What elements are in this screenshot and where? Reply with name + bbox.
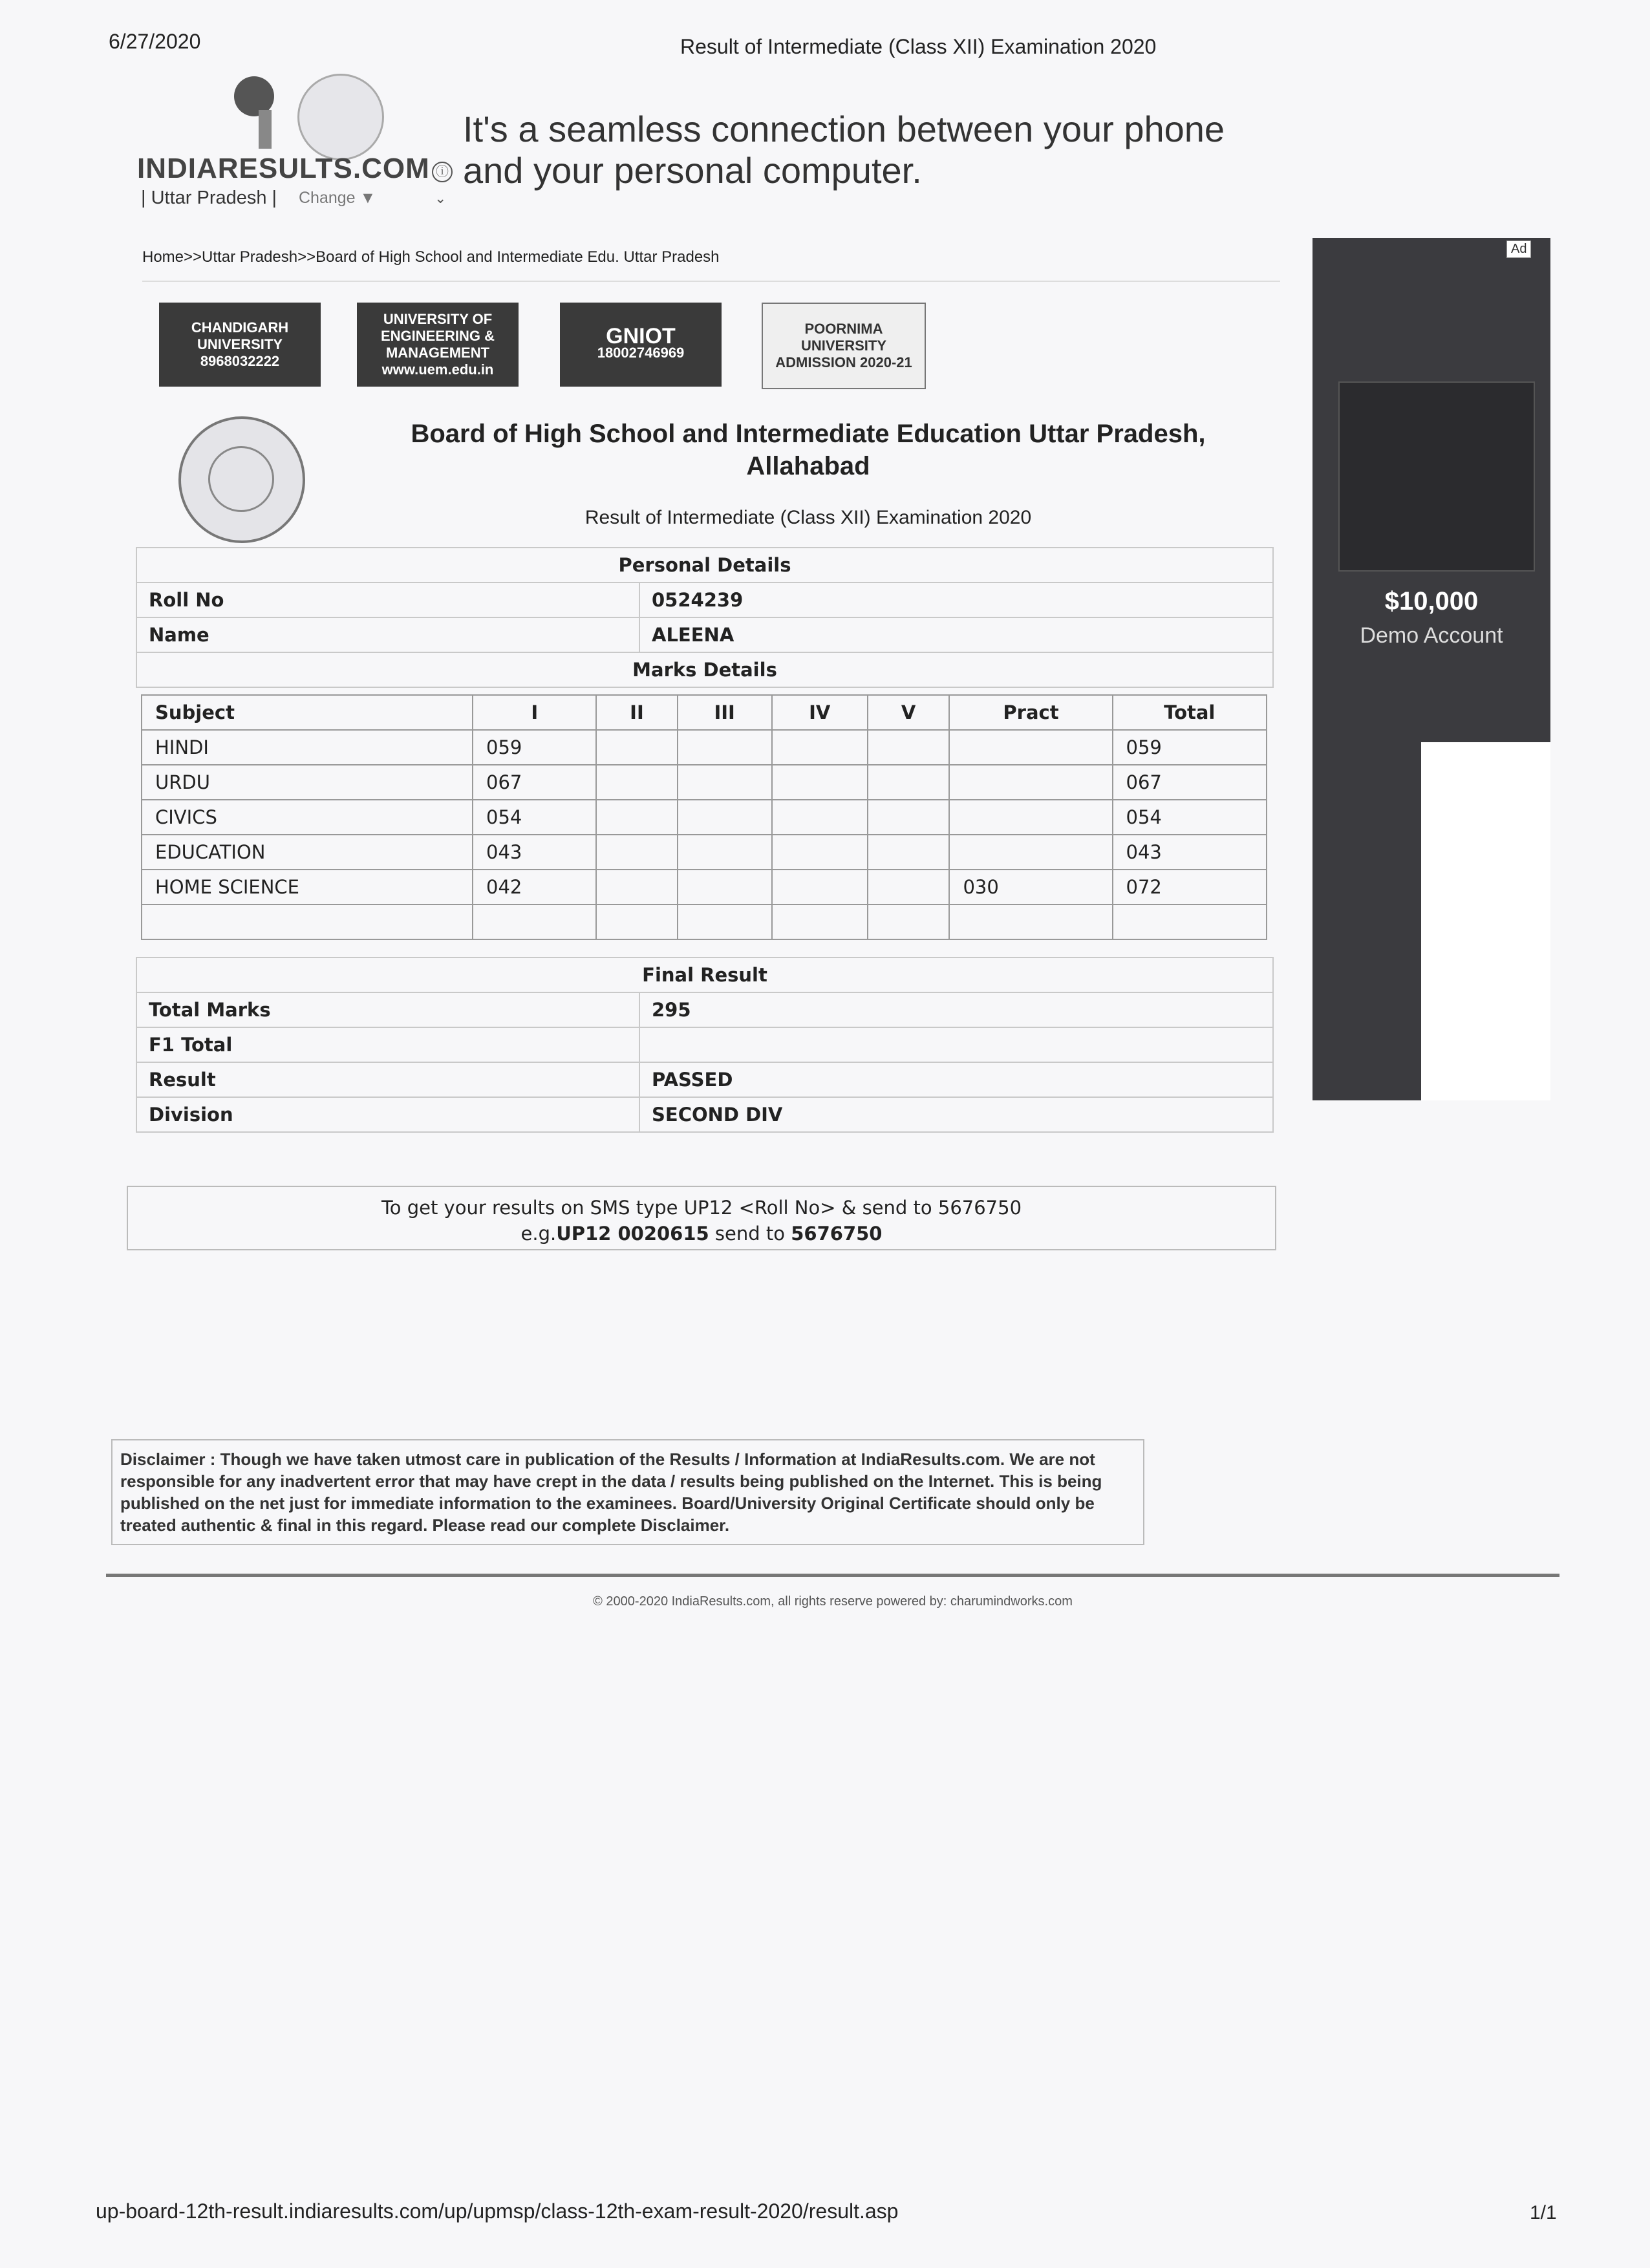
pract-cell [949,765,1112,800]
subject-cell: URDU [142,765,473,800]
table-row [142,730,1267,765]
side-ad-label[interactable]: Demo Account [1360,623,1503,648]
sponsor-sub: 8968032222 [200,353,280,369]
empty-cell [949,904,1112,939]
total-cell: 054 [1113,800,1267,835]
print-url: up-board-12th-result.indiaresults.com/up/upmsp/class-12th-exam-result-2020/result.asp [96,2199,899,2223]
marks-cell [596,870,677,904]
sponsor-chandigarh-university[interactable] [159,303,321,387]
print-date: 6/27/2020 [109,30,201,53]
sponsor-sub: 18002746969 [597,345,685,361]
column-header: Total [1113,695,1267,730]
marks-cell [868,730,950,765]
divider [142,281,1280,282]
total-marks-label: Total Marks [136,992,639,1027]
marks-cell [678,835,772,870]
empty-cell [772,904,868,939]
banner-ad-text[interactable]: It's a seamless connection between your phone and your personal computer. [463,109,1225,191]
column-header: V [868,695,950,730]
board-title: Board of High School and Intermediate Education Uttar Pradesh, Allahabad [411,420,1206,480]
column-header: III [678,695,772,730]
exam-title: Result of Intermediate (Class XII) Examination 2020 [584,507,1032,528]
copyright: © 2000-2020 IndiaResults.com, all rights reserve powered by: charumindworks.com [593,1594,1073,1609]
subject-cell: HOME SCIENCE [142,870,473,904]
roll-no-value: 0524239 [639,583,1273,617]
personal-details-table [136,547,1274,688]
sms-example-prefix: e.g. [520,1223,557,1245]
page-number: 1/1 [1530,2202,1557,2223]
up-map-icon [297,74,384,160]
marks-cell [596,835,677,870]
result-value: PASSED [639,1062,1273,1097]
subject-cell: HINDI [142,730,473,765]
name-label: Name [136,617,639,652]
sponsor-name: UNIVERSITY OF ENGINEERING & MANAGEMENT [380,311,495,361]
column-header: II [596,695,677,730]
total-cell: 067 [1113,765,1267,800]
sponsor-poornima[interactable] [762,303,926,389]
pract-cell: 030 [949,870,1112,904]
total-cell: 072 [1113,870,1267,904]
marks-cell [772,870,868,904]
marks-cell [678,765,772,800]
marks-cell [678,800,772,835]
name-value: ALEENA [639,617,1273,652]
marks-cell [868,765,950,800]
chevron-down-icon[interactable]: ⌄ [434,190,447,206]
f1-total-label: F1 Total [136,1027,639,1062]
total-cell: 059 [1113,730,1267,765]
ad-choices-tag[interactable]: Ad [1506,241,1531,258]
print-page-title: Result of Intermediate (Class XII) Examination 2020 [680,35,1157,58]
board-emblem-icon [208,446,274,512]
marks-cell: 042 [473,870,596,904]
sponsor-name: POORNIMA UNIVERSITY [800,321,887,354]
table-row [142,835,1267,870]
f1-total-value [639,1027,1273,1062]
final-result-table [136,957,1274,1133]
table-row [142,765,1267,800]
logo-figure-icon [259,110,272,149]
sms-instruction: To get your results on SMS type UP12 <Roll No> & send to 5676750 [381,1197,1022,1219]
column-header: Subject [142,695,473,730]
section-heading: Final Result [136,957,1273,992]
column-header: I [473,695,596,730]
subject-cell: EDUCATION [142,835,473,870]
marks-table [141,694,1267,940]
table-row [142,870,1267,904]
division-label: Division [136,1097,639,1132]
result-label: Result [136,1062,639,1097]
sponsor-uem[interactable] [357,303,519,387]
disclaimer-box: Disclaimer : Though we have taken utmost care in publication of the Results / Information at IndiaResults.com. We are not responsible for any inadvertent error that may have crept in the data / results being published on the Internet. This is being published on the net just for immediate information to the examinees. Board/University Original Certificate should only be treated authentic & final in this regard. Please read our complete Disclaimer. [111,1439,1144,1545]
subject-cell: CIVICS [142,800,473,835]
sms-example-number: 5676750 [791,1223,883,1245]
side-ad-panel-lower[interactable] [1312,742,1421,1100]
total-cell: 043 [1113,835,1267,870]
marks-cell [596,800,677,835]
marks-cell: 059 [473,730,596,765]
breadcrumb[interactable]: Home>>Uttar Pradesh>>Board of High School and Intermediate Edu. Uttar Pradesh [142,248,720,266]
marks-cell: 043 [473,835,596,870]
sponsor-name: GNIOT [606,324,676,348]
section-heading: Personal Details [136,548,1273,583]
marks-cell: 067 [473,765,596,800]
region-label: | Uttar Pradesh | [141,187,277,208]
division-value: SECOND DIV [639,1097,1273,1132]
pract-cell [949,835,1112,870]
sponsor-sub: www.uem.edu.in [381,361,494,378]
marks-cell [596,730,677,765]
sms-info-box [127,1186,1276,1250]
empty-cell [473,904,596,939]
sponsor-name: CHANDIGARH UNIVERSITY [191,319,289,352]
empty-cell [1113,904,1267,939]
sms-example [128,1221,1275,1246]
table-row-empty [142,904,1267,939]
roll-no-label: Roll No [136,583,639,617]
empty-cell [868,904,950,939]
site-logo[interactable]: INDIARESULTS.COM [137,153,430,184]
section-heading: Marks Details [136,652,1273,687]
empty-cell [678,904,772,939]
column-header: Pract [949,695,1112,730]
marks-header-row [142,695,1267,730]
column-header: IV [772,695,868,730]
sponsor-sub: ADMISSION 2020-21 [775,354,912,370]
info-icon[interactable]: ⓘ [432,162,453,182]
footer-divider [106,1574,1559,1577]
side-ad-amount[interactable]: $10,000 [1384,587,1479,615]
pract-cell [949,800,1112,835]
sms-example-mid: send to [709,1223,791,1245]
marks-cell [868,800,950,835]
table-row [142,800,1267,835]
marks-cell [678,730,772,765]
marks-cell [772,835,868,870]
trading-chart-icon [1338,381,1535,572]
marks-cell: 054 [473,800,596,835]
empty-cell [596,904,677,939]
empty-cell [142,904,473,939]
marks-cell [868,835,950,870]
marks-cell [772,800,868,835]
total-marks-value: 295 [639,992,1273,1027]
sponsor-gniot[interactable] [560,303,722,387]
marks-cell [678,870,772,904]
marks-cell [772,730,868,765]
sms-example-code: UP12 0020615 [556,1223,709,1245]
marks-cell [596,765,677,800]
pract-cell [949,730,1112,765]
change-region-link[interactable]: Change ▼ [299,189,376,207]
marks-cell [772,765,868,800]
marks-cell [868,870,950,904]
